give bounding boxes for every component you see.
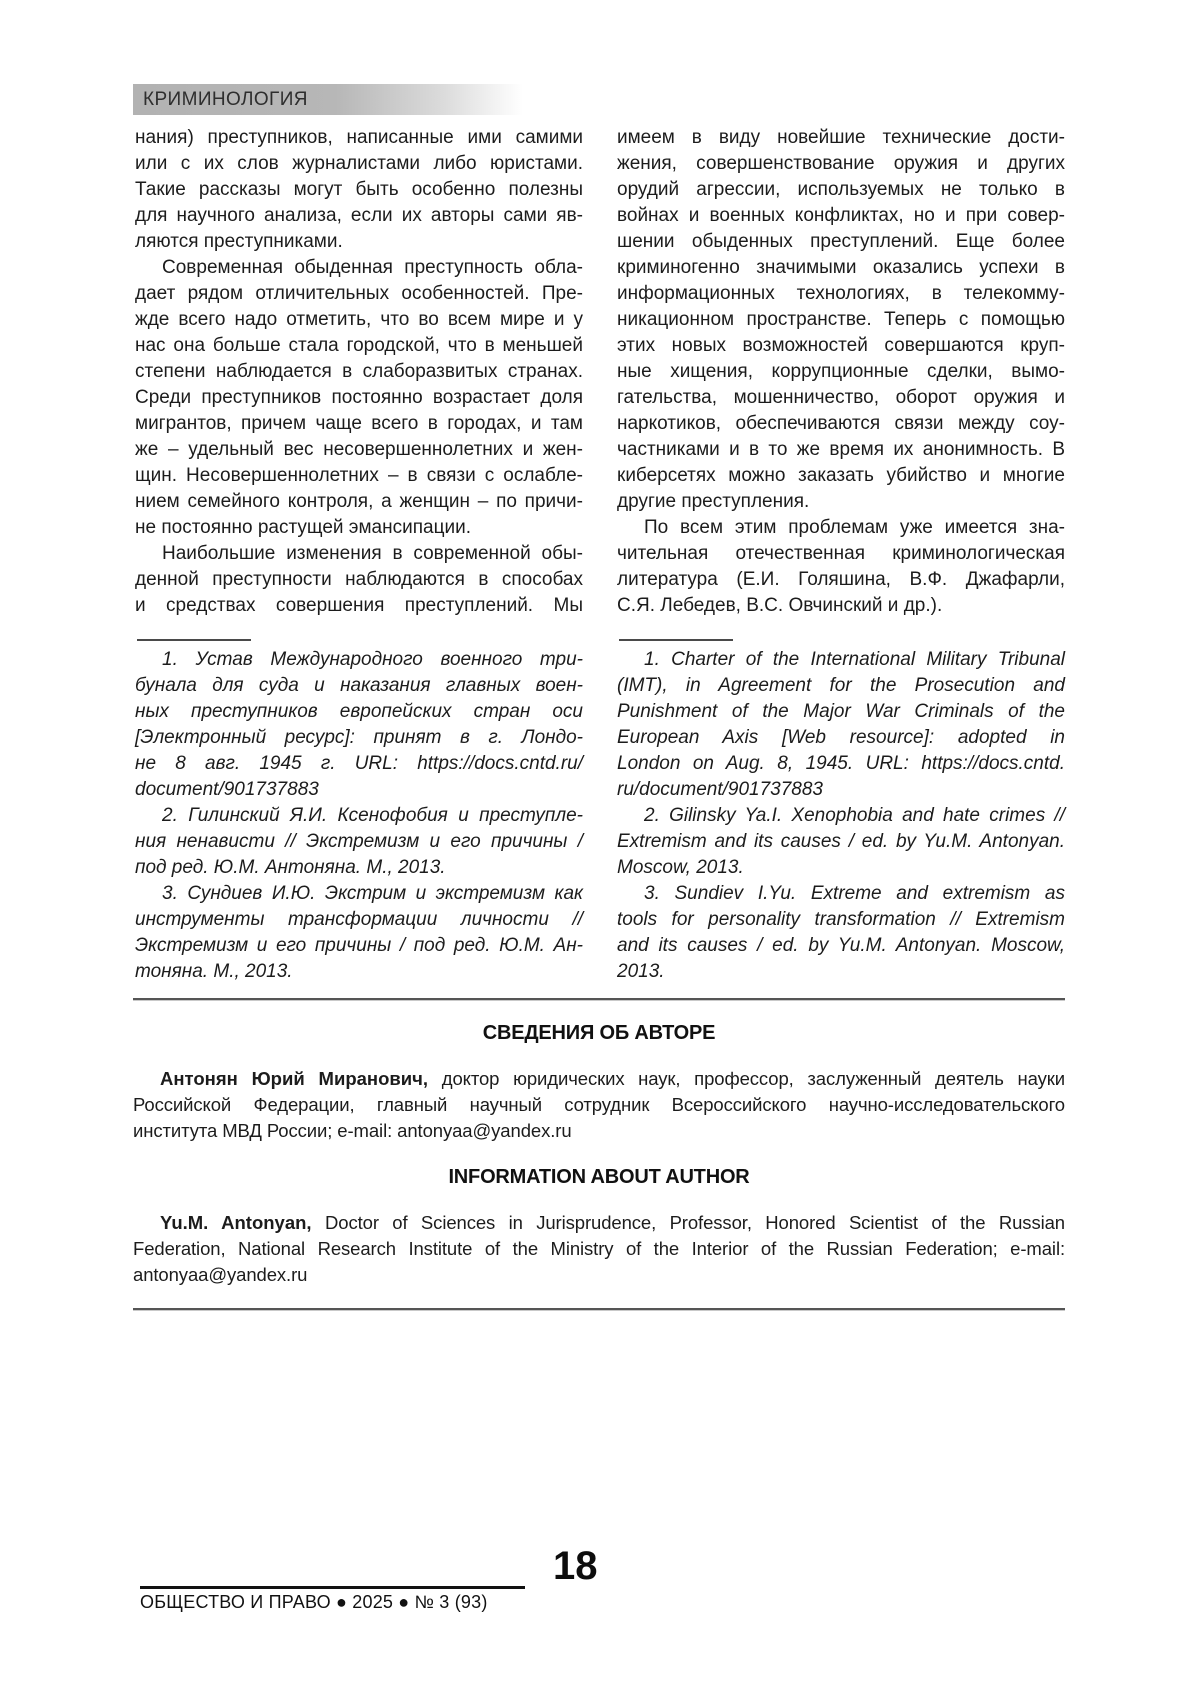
footnote-line: ния ненависти // Экстремизм и его причины / <box>135 831 583 852</box>
author-line-text: Российской Федерации, главный научный сотрудник Всероссийского научно-исследовательского <box>133 1094 1065 1115</box>
author-line-text: доктор юридических наук, профессор, заслуженный деятель науки <box>428 1068 1065 1089</box>
footnote-line: European Axis [Web resource]: adopted in <box>617 727 1065 748</box>
text-line: жения, совершенствование оружия и других <box>617 153 1065 174</box>
article-body <box>135 125 1065 985</box>
left-column <box>135 125 583 985</box>
text-line: шении обыденных преступлений. Еще более <box>617 231 1065 252</box>
text-line: степени наблюдается в слаборазвитых странах. <box>135 361 583 382</box>
footnote-line: 2. Гилинский Я.И. Ксенофобия и преступле- <box>162 805 583 826</box>
text-line: этих новых возможностей совершаются круп- <box>617 335 1065 356</box>
footnote-line: не 8 авг. 1945 г. URL: https://docs.cntd.ru/ <box>135 753 583 774</box>
text-line: же – удельный вес несовершеннолетних и жен- <box>135 439 583 460</box>
page-number: 18 <box>553 1544 598 1588</box>
text-line: другие преступления. <box>617 491 810 512</box>
section-divider-bottom <box>133 1308 1065 1311</box>
text-line: криминогенно значимыми оказались успехи в <box>617 257 1065 278</box>
text-line: По всем этим проблемам уже имеется зна- <box>644 517 1065 538</box>
footnote-line: 1. Устав Международного военного три- <box>162 649 583 670</box>
text-line: чительная отечественная криминологическая <box>617 543 1065 564</box>
author-info-heading-en: INFORMATION ABOUT AUTHOR <box>448 1166 750 1188</box>
text-line: или с их слов журналистами либо юристами. <box>135 153 583 174</box>
text-line: Наибольшие изменения в современной обы- <box>162 543 583 564</box>
author-name: Антонян Юрий Миранович, <box>160 1068 429 1089</box>
section-label: КРИМИНОЛОГИЯ <box>143 89 308 110</box>
right-column <box>617 125 1065 985</box>
text-line: Среди преступников постоянно возрастает доля <box>135 387 583 408</box>
footnote-line: London on Aug. 8, 1945. URL: https://docs.cntd. <box>617 753 1065 774</box>
text-line: дает рядом отличительных особенностей. Пре- <box>135 283 583 304</box>
footnote-line: ru/document/901737883 <box>617 779 823 800</box>
text-line: никационном пространстве. Теперь с помощью <box>617 309 1065 330</box>
author-info-en <box>133 1210 1065 1288</box>
author-line <box>133 1236 1065 1262</box>
footnote-separator <box>619 639 733 641</box>
author-line-text: института МВД России; e-mail: antonyaa@yandex.ru <box>133 1120 572 1141</box>
text-line: С.Я. Лебедев, В.С. Овчинский и др.). <box>617 595 943 616</box>
author-line <box>133 1210 1065 1236</box>
text-line: ные хищения, коррупционные сделки, вымо- <box>617 361 1065 382</box>
text-line: гательства, мошенничество, оборот оружия и <box>617 387 1065 408</box>
text-line: Такие рассказы могут быть особенно полезны <box>135 179 583 200</box>
footnote-line: 3. Sundiev I.Yu. Extreme and extremism as <box>644 883 1065 904</box>
text-line: не постоянно растущей эмансипации. <box>135 517 471 538</box>
author-line-text: antonyaa@yandex.ru <box>133 1264 308 1285</box>
author-line <box>133 1066 1065 1092</box>
footnote-line: Экстремизм и его причины / под ред. Ю.М. Ан- <box>135 935 583 956</box>
text-line: наркотиков, обеспечиваются связи между соу- <box>617 413 1065 434</box>
footnote-line: 1. Charter of the International Military Tribunal <box>644 649 1065 670</box>
footnote-line: and its causes / ed. by Yu.M. Antonyan. Moscow, <box>617 935 1065 956</box>
footnote-line: Extremism and its causes / ed. by Yu.M. Antonyan. <box>617 831 1065 852</box>
text-line: и средствах совершения преступлений. Мы <box>135 595 583 616</box>
author-name: Yu.M. Antonyan, <box>160 1212 312 1233</box>
text-line: орудий агрессии, используемых не только в <box>617 179 1065 200</box>
author-line-text: Federation, National Research Institute of the Ministry of the Interior of the Russian Federation; e-mail: <box>133 1238 1065 1259</box>
footnote-line: бунала для суда и наказания главных воен- <box>135 675 583 696</box>
text-line: ляются преступниками. <box>135 231 343 252</box>
section-header-bar <box>133 84 523 115</box>
text-line: денной преступности наблюдаются в способах <box>135 569 583 590</box>
text-line: Современная обыденная преступность обла- <box>162 257 583 278</box>
text-line: войнах и военных конфликтах, но и при совер- <box>617 205 1065 226</box>
footnote-line: tools for personality transformation // Extremism <box>617 909 1065 930</box>
author-line <box>133 1092 1065 1118</box>
footnote-line: под ред. Ю.М. Антоняна. М., 2013. <box>135 857 446 878</box>
footnote-line: ных преступников европейских стран оси <box>135 701 583 722</box>
author-info-heading-ru: СВЕДЕНИЯ ОБ АВТОРЕ <box>482 1022 716 1044</box>
text-line: нания) преступников, написанные ими самими <box>135 127 583 148</box>
text-line: частниками и в то же время их анонимность. В <box>617 439 1065 460</box>
footer-rule <box>140 1586 525 1589</box>
journal-footer: ОБЩЕСТВО И ПРАВО ● 2025 ● № 3 (93) <box>140 1592 488 1612</box>
footnote-separator <box>137 639 251 641</box>
section-divider-top <box>133 998 1065 1001</box>
text-line: жде всего надо отметить, что во всем мире и у <box>135 309 583 330</box>
author-line-text: Doctor of Sciences in Jurisprudence, Professor, Honored Scientist of the Russian <box>311 1212 1065 1233</box>
footnote-line: document/901737883 <box>135 779 319 800</box>
footnote-line: 2013. <box>617 961 665 982</box>
footnote-line: (IMT), in Agreement for the Prosecution and <box>617 675 1065 696</box>
author-info-ru <box>133 1066 1065 1144</box>
footnote-line: Moscow, 2013. <box>617 857 744 878</box>
text-line: нием семейного контроля, а женщин – по причи- <box>135 491 583 512</box>
text-line: киберсетях можно заказать убийство и многие <box>617 465 1065 486</box>
footnote-line: тоняна. М., 2013. <box>135 961 293 982</box>
text-line: литература (Е.И. Голяшина, В.Ф. Джафарли, <box>617 569 1065 590</box>
text-line: имеем в виду новейшие технические дости- <box>617 127 1065 148</box>
author-line <box>133 1118 1065 1144</box>
footnote-line: Punishment of the Major War Criminals of the <box>617 701 1065 722</box>
footnote-line: инструменты трансформации личности // <box>135 909 583 930</box>
text-line: информационных технологиях, в телекомму- <box>617 283 1065 304</box>
footnote-line: 2. Gilinsky Ya.I. Xenophobia and hate crimes // <box>644 805 1065 826</box>
text-line: щин. Несовершеннолетних – в связи с ослабле- <box>135 465 583 486</box>
text-line: нас она больше стала городской, что в меньшей <box>135 335 583 356</box>
text-line: мигрантов, причем чаще всего в городах, и там <box>135 413 583 434</box>
footnote-line: 3. Сундиев И.Ю. Экстрим и экстремизм как <box>162 883 583 904</box>
text-line: для научного анализа, если их авторы сами яв- <box>135 205 583 226</box>
author-line <box>133 1262 1065 1288</box>
footnote-line: [Электронный ресурс]: принят в г. Лондо- <box>135 727 583 748</box>
